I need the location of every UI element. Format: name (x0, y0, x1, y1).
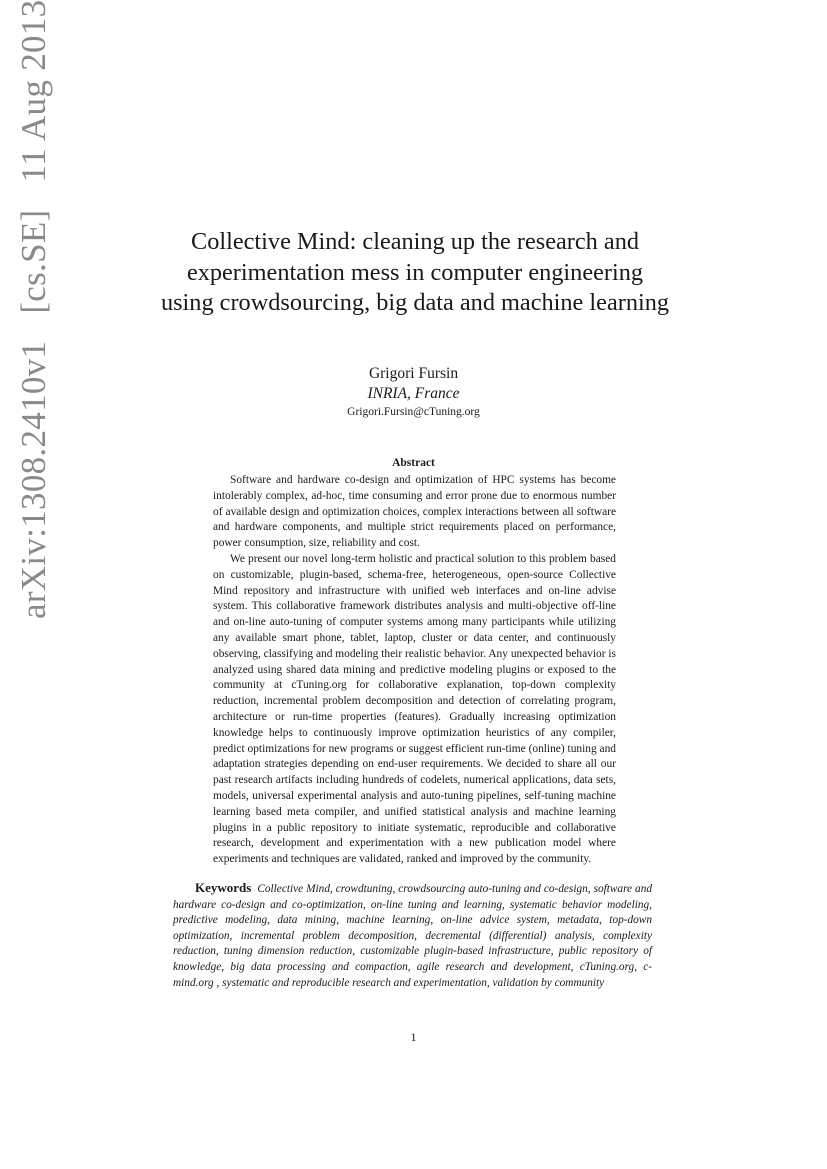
arxiv-date: 11 Aug 2013 (14, 0, 53, 183)
abstract-heading: Abstract (392, 457, 435, 469)
arxiv-category: [cs.SE] (14, 209, 53, 314)
abstract-body (213, 473, 616, 868)
arxiv-identifier-stamp (14, 0, 54, 619)
page-number: 1 (410, 1030, 417, 1044)
keywords-label: Keywords (195, 880, 252, 895)
paper-title: Collective Mind: cleaning up the research and experimentation mess in computer engineering using crowdsourcing, big data and machine learning (160, 228, 670, 316)
abstract-paragraph: We present our novel long-term holistic and practical solution to this problem based on customizable, plugin-based, schema-free, heterogeneous, open-source Collective Mind repository and infrastructure with unified web interfaces and on-line advise system. This collaborative framework distributes analysis and multi-objective off-line and on-line auto-tuning of computer systems among many participants while utilizing any available smart phone, tablet, laptop, cluster or data center, and continuously observing, classifying and modeling their realistic behavior. Any unexpected behavior is analyzed using shared data mining and predictive modeling plugins or exposed to the community at cTuning.org for collaborative explanation, top-down complexity reduction, incremental problem decomposition and detection of correlating program, architecture or run-time properties (features). Gradually increasing optimization knowledge helps to continuously improve optimization heuristics of any compiler, predict optimizations for new programs or suggest efficient run-time (online) tuning and adaptation strategies depending on end-user requirements. We decided to share all our past research artifacts including hundreds of codelets, numerical applications, data sets, models, universal experimental analysis and auto-tuning pipelines, self-tuning machine learning based meta compiler, and unified statistical analysis and machine learning plugins in a public repository to initiate systematic, reproducible and collaborative research, development and experimentation with a new publication model where experiments and techniques are validated, ranked and improved by the community. (213, 552, 616, 866)
author-name: Grigori Fursin (368, 365, 459, 382)
author-affiliation: INRIA, France (367, 385, 460, 402)
keywords-section (173, 880, 652, 991)
abstract-paragraph: Software and hardware co-design and optimization of HPC systems has become intolerably complex, ad-hoc, time consuming and error prone due to enormous number of available design and optimization choices, complex interactions between all software and hardware components, and multiple strict requirements placed on performance, power consumption, size, reliability and cost. (213, 474, 616, 550)
arxiv-id: arXiv:1308.2410v1 (14, 340, 53, 619)
author-email: Grigori.Fursin@cTuning.org (347, 406, 480, 418)
keywords-text: Collective Mind, crowdtuning, crowdsourcing auto-tuning and co-design, software and hardware co-design and co-optimization, on-line tuning and learning, systematic behavior modeling, predictive modeling, data mining, machine learning, on-line advice system, metadata, top-down optimization, incremental problem decomposition, decremental (differential) analysis, complexity reduction, tuning dimension reduction, customizable plugin-based infrastructure, public repository of knowledge, big data processing and compaction, agile research and development, cTuning.org, c-mind.org , systematic and reproducible research and experimentation, validation by community (173, 883, 652, 989)
